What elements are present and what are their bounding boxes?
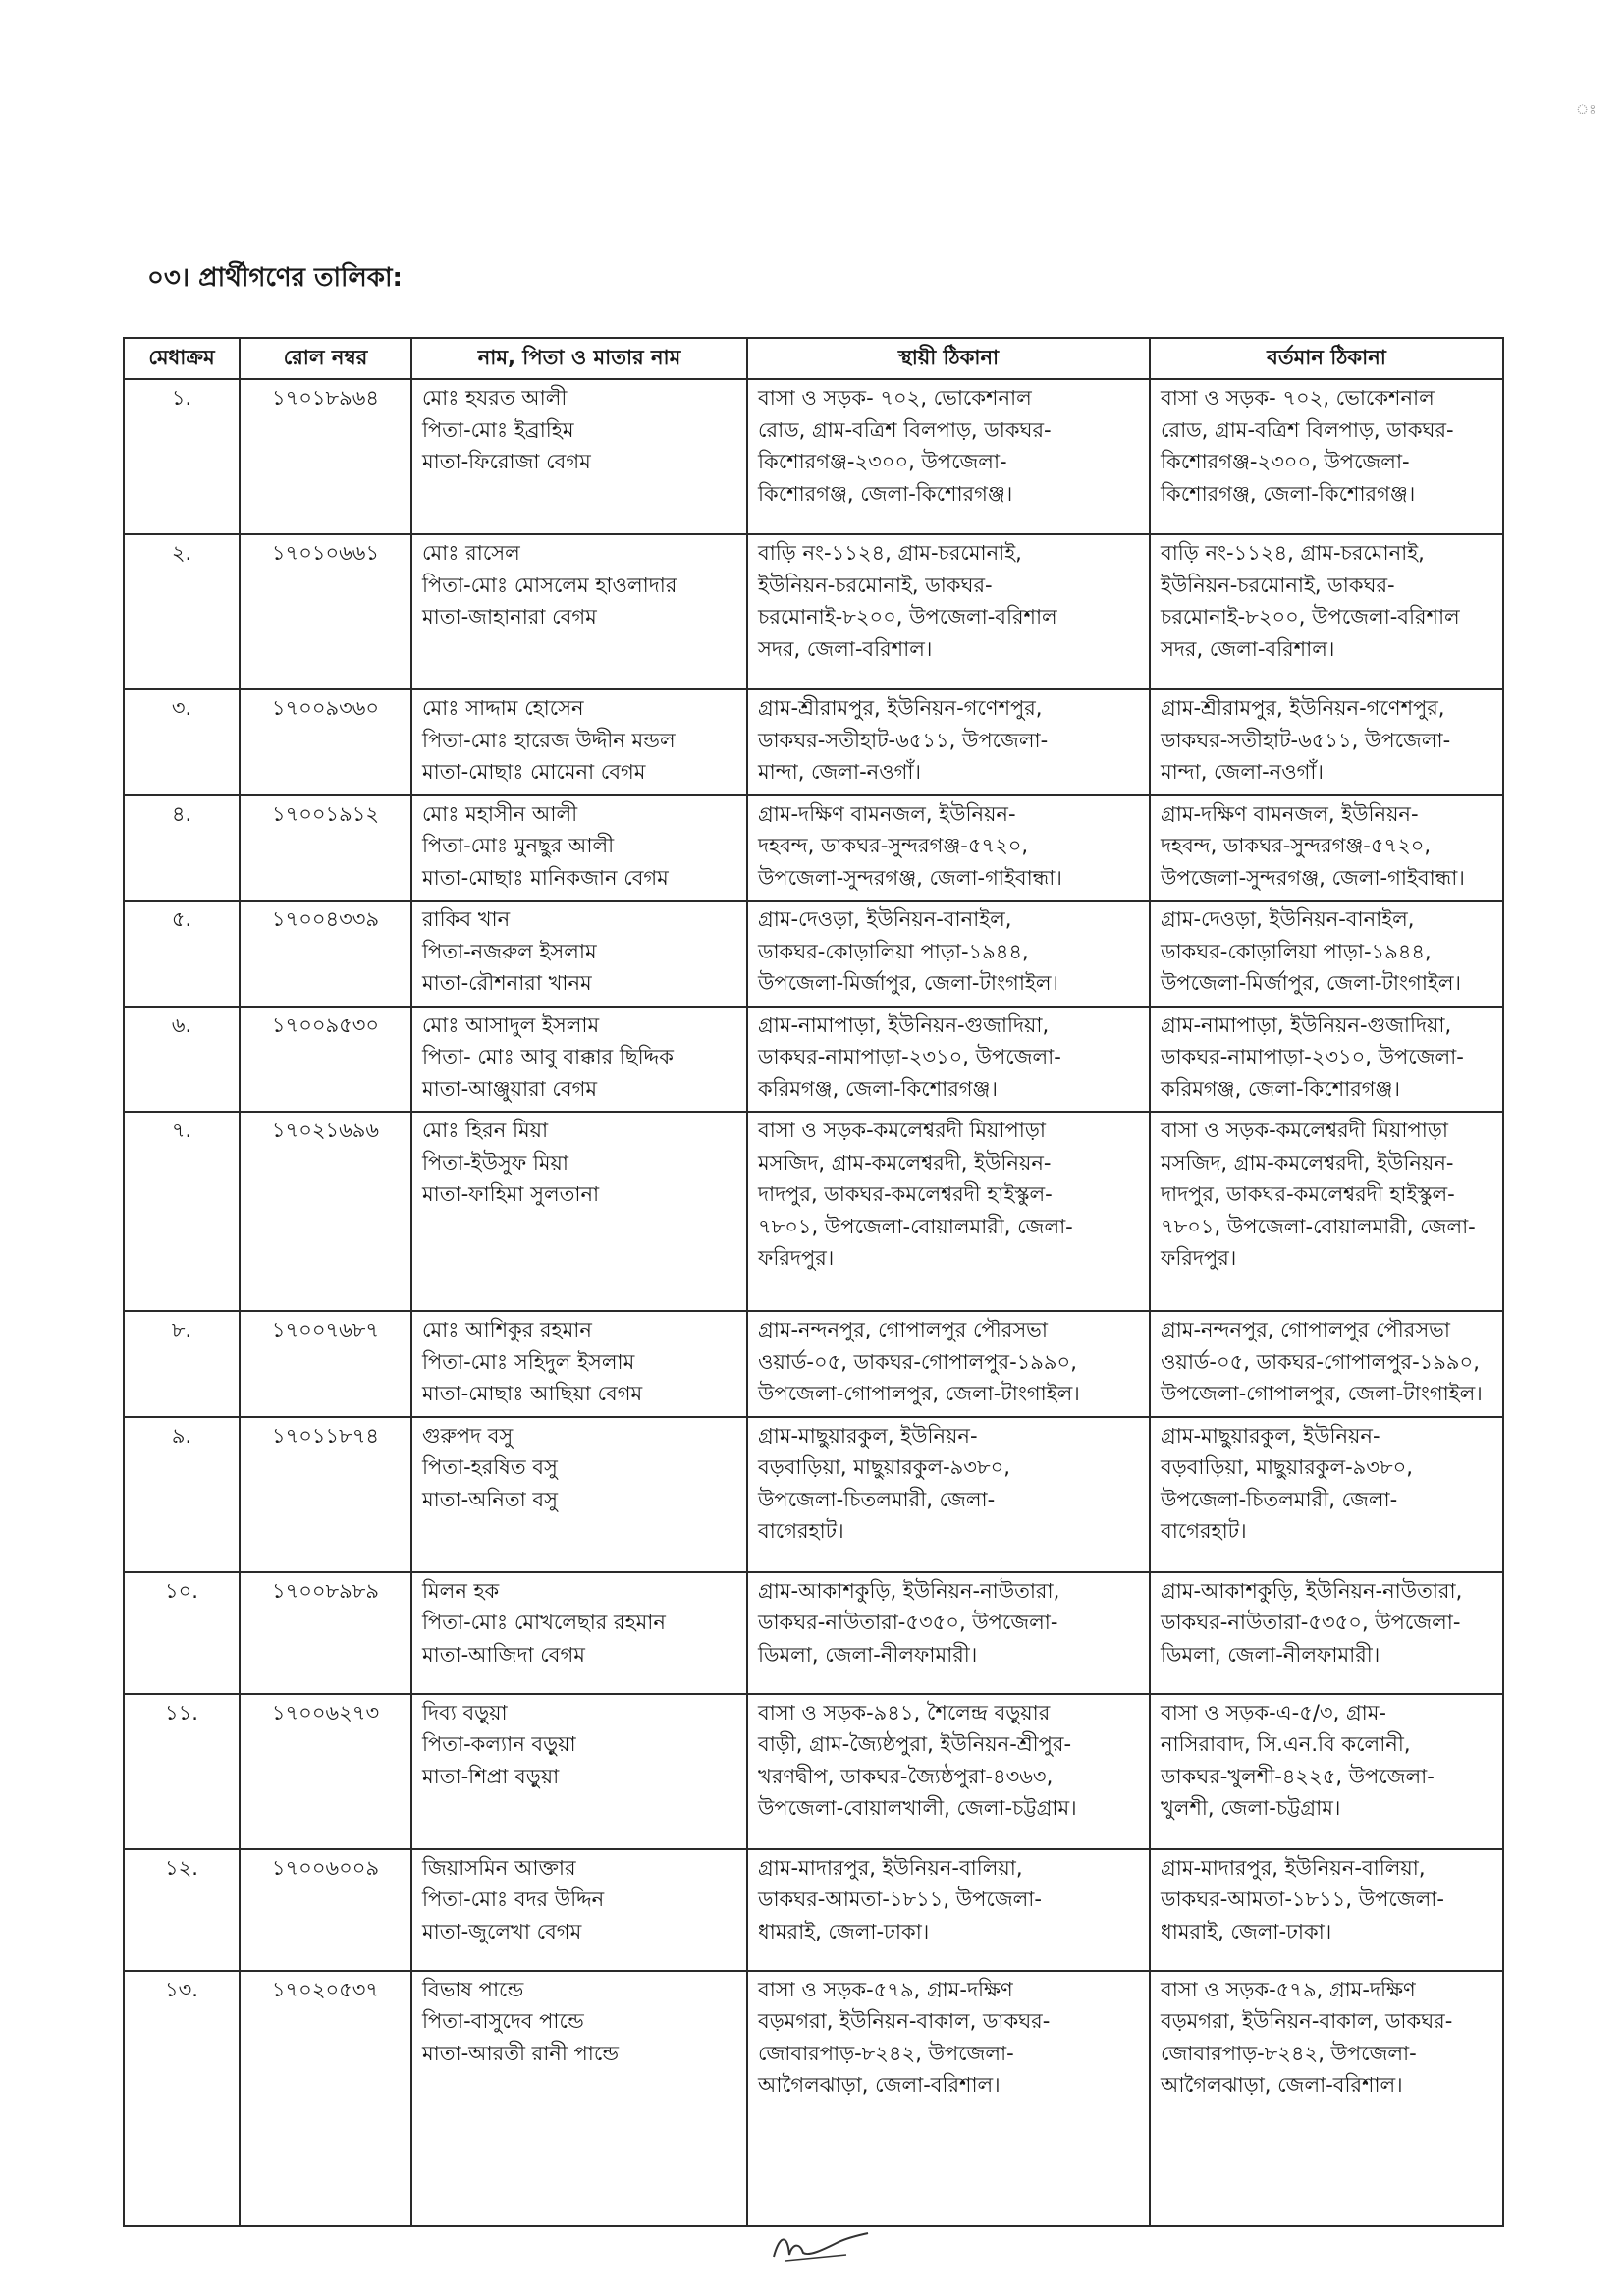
cell-name: মোঃ আসাদুল ইসলাম পিতা- মোঃ আবু বাক্কার ছিদ্দিক মাতা-আঞ্জুয়ারা বেগম: [411, 1007, 747, 1113]
table-row: [124, 689, 1503, 795]
cell-present-address: বাসা ও সড়ক-এ-৫/৩, গ্রাম- নাসিরাবাদ, সি.এন.বি কলোনী, ডাকঘর-খুলশী-৪২২৫, উপজেলা- খুলশী, জেলা-চট্টগ্রাম।: [1150, 1694, 1503, 1849]
cell-permanent-address: গ্রাম-মাছুয়ারকুল, ইউনিয়ন- বড়বাড়িয়া, মাছুয়ারকুল-৯৩৮০, উপজেলা-চিতলমারী, জেলা- বাগেরহাট।: [747, 1417, 1150, 1572]
cell-roll: ১৭০০৬২৭৩: [240, 1694, 411, 1849]
table-row: [124, 901, 1503, 1007]
cell-serial: ৩.: [124, 689, 240, 795]
cell-name: মোঃ আশিকুর রহমান পিতা-মোঃ সহিদুল ইসলাম মাতা-মোছাঃ আছিয়া বেগম: [411, 1311, 747, 1417]
cell-roll: ১৭০২০৫৩৭: [240, 1971, 411, 2226]
cell-name: জিয়াসমিন আক্তার পিতা-মোঃ বদর উদ্দিন মাতা-জুলেখা বেগম: [411, 1849, 747, 1971]
cell-roll: ১৭০০৪৩৩৯: [240, 901, 411, 1007]
candidate-table: [123, 337, 1504, 2227]
table-row: [124, 1572, 1503, 1694]
cell-name: বিভাষ পান্ডে পিতা-বাসুদেব পান্ডে মাতা-আরতী রানী পান্ডে: [411, 1971, 747, 2226]
table-row: [124, 1311, 1503, 1417]
cell-permanent-address: বাসা ও সড়ক-কমলেশ্বরদী মিয়াপাড়া মসজিদ, গ্রাম-কমলেশ্বরদী, ইউনিয়ন- দাদপুর, ডাকঘর-কমলেশ্বরদী হাইস্কুল- ৭৮০১, উপজেলা-বোয়ালমারী, জেলা- ফরিদপুর।: [747, 1112, 1150, 1311]
page-corner-mark: ঃ: [1576, 102, 1597, 118]
cell-roll: ১৭০১১৮৭৪: [240, 1417, 411, 1572]
cell-serial: ১০.: [124, 1572, 240, 1694]
table-row: [124, 534, 1503, 689]
cell-name: দিব্য বড়ুয়া পিতা-কল্যান বড়ুয়া মাতা-শিপ্রা বড়ুয়া: [411, 1694, 747, 1849]
cell-name: মোঃ হযরত আলী পিতা-মোঃ ইব্রাহিম মাতা-ফিরোজা বেগম: [411, 379, 747, 534]
cell-roll: ১৭০০৯৩৬০: [240, 689, 411, 795]
cell-present-address: গ্রাম-মাছুয়ারকুল, ইউনিয়ন- বড়বাড়িয়া, মাছুয়ারকুল-৯৩৮০, উপজেলা-চিতলমারী, জেলা- বাগেরহাট।: [1150, 1417, 1503, 1572]
cell-roll: ১৭০০৭৬৮৭: [240, 1311, 411, 1417]
cell-permanent-address: বাসা ও সড়ক-৫৭৯, গ্রাম-দক্ষিণ বড়মগরা, ইউনিয়ন-বাকাল, ডাকঘর- জোবারপাড়-৮২৪২, উপজেলা- আগৈলঝাড়া, জেলা-বরিশাল।: [747, 1971, 1150, 2226]
table-row: [124, 1007, 1503, 1113]
cell-permanent-address: বাসা ও সড়ক-৯৪১, শৈলেন্দ্র বড়ুয়ার বাড়ী, গ্রাম-জ্যৈষ্ঠপুরা, ইউনিয়ন-শ্রীপুর- খরণদ্বীপ, ডাকঘর-জ্যৈষ্ঠপুরা-৪৩৬৩, উপজেলা-বোয়ালখালী, জেলা-চট্টগ্রাম।: [747, 1694, 1150, 1849]
cell-present-address: বাসা ও সড়ক-কমলেশ্বরদী মিয়াপাড়া মসজিদ, গ্রাম-কমলেশ্বরদী, ইউনিয়ন- দাদপুর, ডাকঘর-কমলেশ্বরদী হাইস্কুল- ৭৮০১, উপজেলা-বোয়ালমারী, জেলা- ফরিদপুর।: [1150, 1112, 1503, 1311]
header-name: নাম, পিতা ও মাতার নাম: [411, 338, 747, 379]
table-row: [124, 379, 1503, 534]
cell-present-address: গ্রাম-মাদারপুর, ইউনিয়ন-বালিয়া, ডাকঘর-আমতা-১৮১১, উপজেলা- ধামরাই, জেলা-ঢাকা।: [1150, 1849, 1503, 1971]
cell-name: মোঃ হিরন মিয়া পিতা-ইউসুফ মিয়া মাতা-ফাহিমা সুলতানা: [411, 1112, 747, 1311]
header-present-address: বর্তমান ঠিকানা: [1150, 338, 1503, 379]
cell-present-address: গ্রাম-নামাপাড়া, ইউনিয়ন-গুজাদিয়া, ডাকঘর-নামাপাড়া-২৩১০, উপজেলা- করিমগঞ্জ, জেলা-কিশোরগঞ্জ।: [1150, 1007, 1503, 1113]
cell-roll: ১৭০০৮৯৮৯: [240, 1572, 411, 1694]
cell-serial: ১.: [124, 379, 240, 534]
signature-mark: [766, 2227, 874, 2267]
cell-serial: ৮.: [124, 1311, 240, 1417]
cell-serial: ৭.: [124, 1112, 240, 1311]
cell-name: মোঃ সাদ্দাম হোসেন পিতা-মোঃ হারেজ উদ্দীন মন্ডল মাতা-মোছাঃ মোমেনা বেগম: [411, 689, 747, 795]
table-row: [124, 1112, 1503, 1311]
cell-serial: ২.: [124, 534, 240, 689]
cell-permanent-address: গ্রাম-মাদারপুর, ইউনিয়ন-বালিয়া, ডাকঘর-আমতা-১৮১১, উপজেলা- ধামরাই, জেলা-ঢাকা।: [747, 1849, 1150, 1971]
table-row: [124, 1971, 1503, 2226]
cell-roll: ১৭০০১৯১২: [240, 795, 411, 902]
cell-serial: ১১.: [124, 1694, 240, 1849]
cell-name: রাকিব খান পিতা-নজরুল ইসলাম মাতা-রৌশনারা খানম: [411, 901, 747, 1007]
cell-serial: ৬.: [124, 1007, 240, 1113]
cell-serial: ৯.: [124, 1417, 240, 1572]
table-row: [124, 1694, 1503, 1849]
section-heading: ০৩। প্রার্থীগণের তালিকা:: [147, 263, 403, 293]
cell-roll: ১৭০০৯৫৩০: [240, 1007, 411, 1113]
cell-present-address: বাসা ও সড়ক-৫৭৯, গ্রাম-দক্ষিণ বড়মগরা, ইউনিয়ন-বাকাল, ডাকঘর- জোবারপাড়-৮২৪২, উপজেলা- আগৈলঝাড়া, জেলা-বরিশাল।: [1150, 1971, 1503, 2226]
cell-present-address: গ্রাম-দক্ষিণ বামনজল, ইউনিয়ন- দহবন্দ, ডাকঘর-সুন্দরগঞ্জ-৫৭২০, উপজেলা-সুন্দরগঞ্জ, জেলা-গাইবান্ধা।: [1150, 795, 1503, 902]
cell-name: মিলন হক পিতা-মোঃ মোখলেছার রহমান মাতা-আজিদা বেগম: [411, 1572, 747, 1694]
cell-permanent-address: গ্রাম-আকাশকুড়ি, ইউনিয়ন-নাউতারা, ডাকঘর-নাউতারা-৫৩৫০, উপজেলা- ডিমলা, জেলা-নীলফামারী।: [747, 1572, 1150, 1694]
header-permanent-address: স্থায়ী ঠিকানা: [747, 338, 1150, 379]
cell-present-address: বাসা ও সড়ক- ৭০২, ভোকেশনাল রোড, গ্রাম-বত্রিশ বিলপাড়, ডাকঘর- কিশোরগঞ্জ-২৩০০, উপজেলা- কিশোরগঞ্জ, জেলা-কিশোরগঞ্জ।: [1150, 379, 1503, 534]
header-serial: মেধাক্রম: [124, 338, 240, 379]
cell-roll: ১৭০১০৬৬১: [240, 534, 411, 689]
cell-serial: ১৩.: [124, 1971, 240, 2226]
cell-present-address: গ্রাম-দেওড়া, ইউনিয়ন-বানাইল, ডাকঘর-কোড়ালিয়া পাড়া-১৯৪৪, উপজেলা-মির্জাপুর, জেলা-টাংগাইল।: [1150, 901, 1503, 1007]
cell-serial: ৪.: [124, 795, 240, 902]
cell-roll: ১৭০২১৬৯৬: [240, 1112, 411, 1311]
cell-serial: ১২.: [124, 1849, 240, 1971]
cell-present-address: গ্রাম-নন্দনপুর, গোপালপুর পৌরসভা ওয়ার্ড-০৫, ডাকঘর-গোপালপুর-১৯৯০, উপজেলা-গোপালপুর, জেলা-টাংগাইল।: [1150, 1311, 1503, 1417]
cell-roll: ১৭০০৬০০৯: [240, 1849, 411, 1971]
cell-permanent-address: গ্রাম-দেওড়া, ইউনিয়ন-বানাইল, ডাকঘর-কোড়ালিয়া পাড়া-১৯৪৪, উপজেলা-মির্জাপুর, জেলা-টাংগাইল।: [747, 901, 1150, 1007]
header-roll: রোল নম্বর: [240, 338, 411, 379]
cell-name: মোঃ রাসেল পিতা-মোঃ মোসলেম হাওলাদার মাতা-জাহানারা বেগম: [411, 534, 747, 689]
table-row: [124, 1849, 1503, 1971]
cell-present-address: গ্রাম-শ্রীরামপুর, ইউনিয়ন-গণেশপুর, ডাকঘর-সতীহাট-৬৫১১, উপজেলা- মান্দা, জেলা-নওগাঁ।: [1150, 689, 1503, 795]
cell-permanent-address: বাড়ি নং-১১২৪, গ্রাম-চরমোনাই, ইউনিয়ন-চরমোনাই, ডাকঘর- চরমোনাই-৮২০০, উপজেলা-বরিশাল সদর, জেলা-বরিশাল।: [747, 534, 1150, 689]
cell-roll: ১৭০১৮৯৬৪: [240, 379, 411, 534]
cell-name: গুরুপদ বসু পিতা-হরষিত বসু মাতা-অনিতা বসু: [411, 1417, 747, 1572]
cell-name: মোঃ মহাসীন আলী পিতা-মোঃ মুনছুর আলী মাতা-মোছাঃ মানিকজান বেগম: [411, 795, 747, 902]
cell-present-address: গ্রাম-আকাশকুড়ি, ইউনিয়ন-নাউতারা, ডাকঘর-নাউতারা-৫৩৫০, উপজেলা- ডিমলা, জেলা-নীলফামারী।: [1150, 1572, 1503, 1694]
cell-serial: ৫.: [124, 901, 240, 1007]
cell-present-address: বাড়ি নং-১১২৪, গ্রাম-চরমোনাই, ইউনিয়ন-চরমোনাই, ডাকঘর- চরমোনাই-৮২০০, উপজেলা-বরিশাল সদর, জেলা-বরিশাল।: [1150, 534, 1503, 689]
cell-permanent-address: গ্রাম-নামাপাড়া, ইউনিয়ন-গুজাদিয়া, ডাকঘর-নামাপাড়া-২৩১০, উপজেলা- করিমগঞ্জ, জেলা-কিশোরগঞ্জ।: [747, 1007, 1150, 1113]
table-row: [124, 1417, 1503, 1572]
cell-permanent-address: গ্রাম-দক্ষিণ বামনজল, ইউনিয়ন- দহবন্দ, ডাকঘর-সুন্দরগঞ্জ-৫৭২০, উপজেলা-সুন্দরগঞ্জ, জেলা-গাইবান্ধা।: [747, 795, 1150, 902]
cell-permanent-address: গ্রাম-শ্রীরামপুর, ইউনিয়ন-গণেশপুর, ডাকঘর-সতীহাট-৬৫১১, উপজেলা- মান্দা, জেলা-নওগাঁ।: [747, 689, 1150, 795]
cell-permanent-address: বাসা ও সড়ক- ৭০২, ভোকেশনাল রোড, গ্রাম-বত্রিশ বিলপাড়, ডাকঘর- কিশোরগঞ্জ-২৩০০, উপজেলা- কিশোরগঞ্জ, জেলা-কিশোরগঞ্জ।: [747, 379, 1150, 534]
cell-permanent-address: গ্রাম-নন্দনপুর, গোপালপুর পৌরসভা ওয়ার্ড-০৫, ডাকঘর-গোপালপুর-১৯৯০, উপজেলা-গোপালপুর, জেলা-টাংগাইল।: [747, 1311, 1150, 1417]
table-header-row: [124, 338, 1503, 379]
table-row: [124, 795, 1503, 902]
